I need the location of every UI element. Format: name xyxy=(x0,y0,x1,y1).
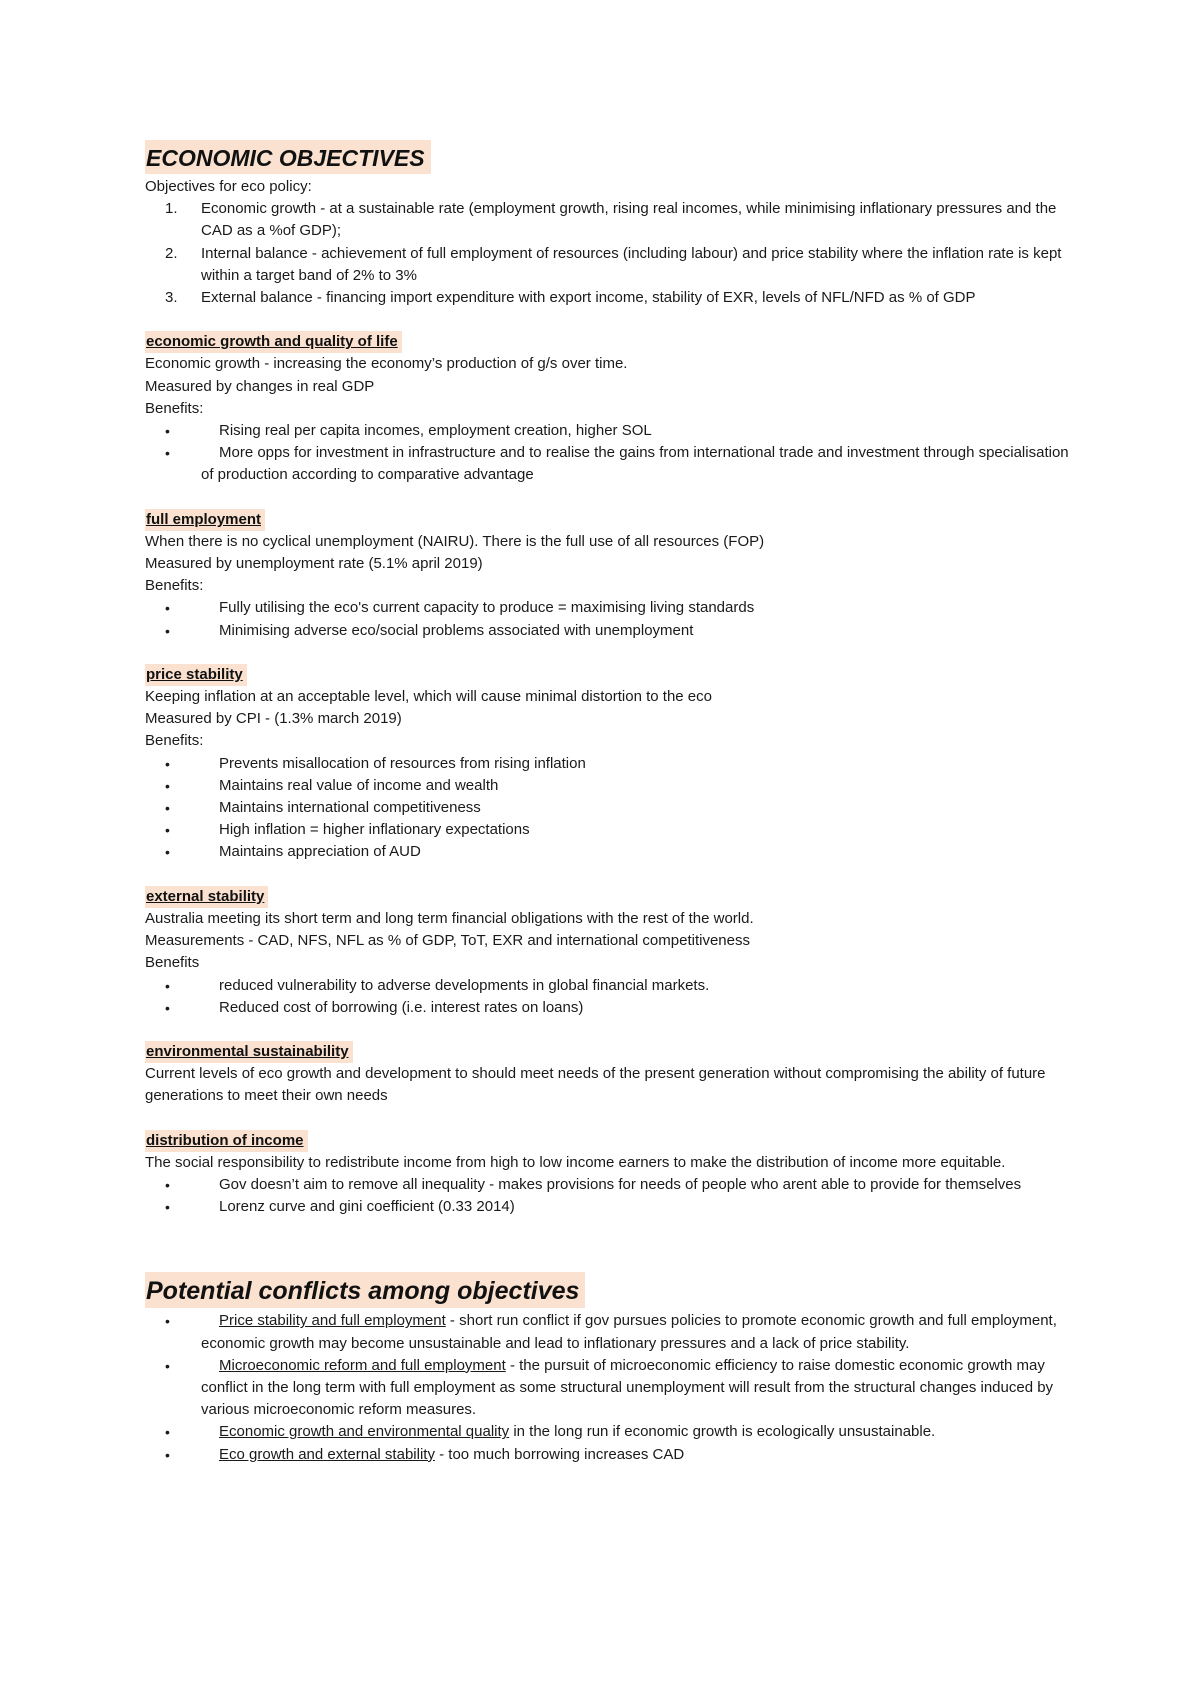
list-item: • More opps for investment in infrastructure and to realise the gains from international trade and investment through specialisation of production according to comparative advantage xyxy=(165,444,1069,484)
body-text: Benefits xyxy=(145,954,200,972)
list-item: • Microeconomic reform and full employment - the pursuit of microeconomic efficiency to raise domestic economic growth may conflict in the long term with full employment as some structural unemployment will result from the structural changes induced by various microeconomic reform measures. xyxy=(165,1356,1054,1419)
body-text: Measured by unemployment rate (5.1% april 2019) xyxy=(145,555,483,573)
section-heading-distribution: distribution of income xyxy=(145,1130,308,1152)
page-title: ECONOMIC OBJECTIVES xyxy=(145,140,431,174)
list-item: • Lorenz curve and gini coefficient (0.33 2014) xyxy=(165,1198,515,1216)
body-text: Keeping inflation at an acceptable level, which will cause minimal distortion to the eco xyxy=(145,688,712,706)
list-item: • Rising real per capita incomes, employment creation, higher SOL xyxy=(165,422,652,440)
objectives-list xyxy=(145,198,1075,309)
body-text: Current levels of eco growth and development to should meet needs of the present generation without compromising the ability of future generations to meet their own needs xyxy=(145,1065,1046,1105)
list-item: • Eco growth and external stability - too much borrowing increases CAD xyxy=(165,1445,685,1463)
list-item: • reduced vulnerability to adverse developments in global financial markets. xyxy=(165,976,710,994)
bullet-list xyxy=(145,1174,1075,1218)
body-text: Australia meeting its short term and long term financial obligations with the rest of the world. xyxy=(145,909,754,927)
section-title-conflicts: Potential conflicts among objectives xyxy=(145,1272,585,1308)
body-text: Measurements - CAD, NFS, NFL as % of GDP, ToT, EXR and international competitiveness xyxy=(145,932,750,950)
bullet-list xyxy=(145,753,1075,864)
list-item: • Gov doesn’t aim to remove all inequality - makes provisions for needs of people who arent able to provide for themselves xyxy=(165,1175,1022,1193)
intro-text: Objectives for eco policy: xyxy=(145,178,312,195)
list-item: • Minimising adverse eco/social problems associated with unemployment xyxy=(165,621,694,639)
list-item: 1. Economic growth - at a sustainable rate (employment growth, rising real incomes, while minimising inflationary pressures and the CAD as a %of GDP); xyxy=(165,200,1057,240)
body-text: Economic growth - increasing the economy’s production of g/s over time. xyxy=(145,355,628,373)
list-item: • Maintains real value of income and wealth xyxy=(165,776,499,794)
list-item: 2. Internal balance - achievement of full employment of resources (including labour) and price stability where the inflation rate is kept within a target band of 2% to 3% xyxy=(165,244,1062,284)
body-text: When there is no cyclical unemployment (NAIRU). There is the full use of all resources (FOP) xyxy=(145,532,765,550)
list-item: • Maintains appreciation of AUD xyxy=(165,843,421,861)
body-text: Benefits: xyxy=(145,577,204,595)
section-heading-price: price stability xyxy=(145,664,247,686)
bullet-list xyxy=(145,975,1075,1019)
section-heading-external: external stability xyxy=(145,886,268,908)
section-heading-growth: economic growth and quality of life xyxy=(145,331,402,353)
body-text: Measured by CPI - (1.3% march 2019) xyxy=(145,710,402,728)
list-item: • Price stability and full employment - short run conflict if gov pursues policies to promote economic growth and full employment, economic growth may become unsustainable and lead to inflationary pressures and a lack of price stability. xyxy=(165,1312,1057,1352)
list-item: 3. External balance - financing import expenditure with export income, stability of EXR, levels of NFL/NFD as % of GDP xyxy=(165,289,976,307)
document-page xyxy=(145,140,1075,1466)
list-item: • Prevents misallocation of resources from rising inflation xyxy=(165,754,586,772)
body-text: The social responsibility to redistribute income from high to low income earners to make the distribution of income more equitable. xyxy=(145,1153,1006,1171)
list-item: • High inflation = higher inflationary expectations xyxy=(165,821,530,839)
list-item: • Reduced cost of borrowing (i.e. interest rates on loans) xyxy=(165,998,584,1016)
list-item: • Fully utilising the eco's current capacity to produce = maximising living standards xyxy=(165,599,755,617)
body-text: Benefits: xyxy=(145,399,204,417)
bullet-list xyxy=(145,420,1075,487)
list-item: • Economic growth and environmental quality in the long run if economic growth is ecologically unsustainable. xyxy=(165,1423,936,1441)
conflicts-list xyxy=(145,1310,1075,1465)
body-text: Benefits: xyxy=(145,732,204,750)
list-item: • Maintains international competitiveness xyxy=(165,799,481,817)
section-heading-environment: environmental sustainability xyxy=(145,1041,353,1063)
bullet-list xyxy=(145,597,1075,641)
body-text: Measured by changes in real GDP xyxy=(145,377,375,395)
section-heading-employment: full employment xyxy=(145,509,265,531)
